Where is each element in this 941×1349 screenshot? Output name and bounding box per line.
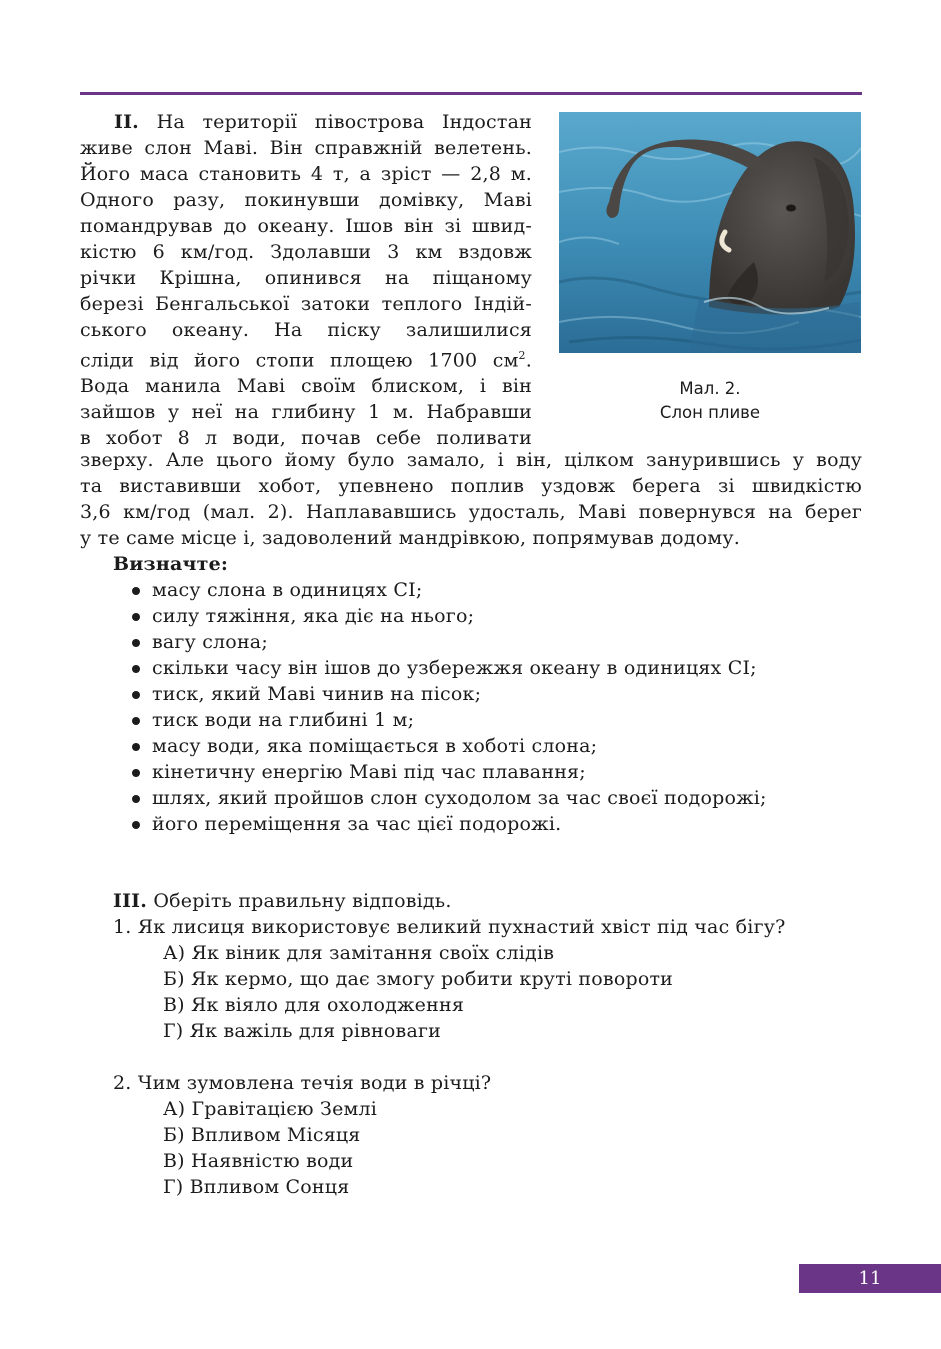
task-item: масу води, яка поміщається в хоботі слона;	[130, 733, 767, 759]
task-item: силу тяжіння, яка діє на нього;	[130, 603, 767, 629]
question-spacer	[113, 1044, 786, 1070]
figure-elephant	[559, 112, 861, 425]
intro-line-11: Вода манила Маві своїм блиском, і він	[80, 375, 532, 398]
section-2-continuation	[80, 447, 862, 551]
area-superscript: 2	[518, 349, 526, 362]
top-divider	[80, 92, 862, 95]
intro-line-5: помандрував до океану. Ішов він зі швид-	[80, 215, 532, 237]
continuation-line-4: у те саме місце і, задоволений мандрівкою, попрямував додому.	[80, 527, 740, 549]
section-2-label: II.	[114, 111, 139, 133]
section-3	[113, 888, 786, 1200]
task-item: його переміщення за час цієї подорожі.	[130, 811, 767, 837]
task-item: масу слона в одиницях СІ;	[130, 577, 767, 603]
intro-line-4: Одного разу, покинувши домівку, Маві	[80, 189, 532, 211]
answer-option: Г) Як важіль для рівноваги	[163, 1020, 442, 1042]
intro-line-1	[80, 109, 532, 135]
answer-option: А) Як віник для замітання своїх слідів	[163, 942, 555, 964]
area-line-text: сліди від його стопи площею 1700 см	[80, 349, 519, 372]
section-3-label: III.	[113, 890, 148, 912]
intro-line-3: Його маса становить 4 т, а зріст — 2,8 м.	[80, 163, 532, 185]
section-2-intro	[80, 109, 532, 451]
intro-line-13: в хобот 8 л води, почав себе поливати	[80, 427, 532, 450]
intro-line-8: березі Бенгальської затоки теплого Індій-	[80, 293, 532, 315]
task-item: шлях, який пройшов слон суходолом за час своєї подорожі;	[130, 785, 767, 811]
task-item: тиск, який Маві чинив на пісок;	[130, 681, 767, 707]
task-item: вагу слона;	[130, 629, 767, 655]
elephant-swimming-photo	[559, 112, 861, 353]
intro-line-6: кістю 6 км/год. Здолавши 3 км вздовж	[80, 241, 532, 263]
intro-line-10	[80, 343, 532, 373]
page-number: 11	[799, 1264, 941, 1293]
answer-option: Б) Впливом Місяця	[163, 1124, 361, 1146]
continuation-line-1: зверху. Але цього йому було замало, і він, цілком занурившись у воду	[80, 449, 862, 471]
area-period: .	[525, 349, 532, 372]
intro-line-9: ського океану. На піску залишилися	[80, 319, 532, 341]
task-item: скільки часу він ішов до узбережжя океану в одиницях СІ;	[130, 655, 767, 681]
caption-text: Слон пливе	[659, 403, 761, 422]
answer-option: Б) Як кермо, що дає змогу робити круті повороти	[163, 968, 674, 990]
continuation-line-2: та виставивши хобот, упевнено поплив уздовж берега зі швидкістю	[80, 475, 862, 497]
answer-option: А) Гравітацією Землі	[163, 1098, 378, 1120]
question-2: 2. Чим зумовлена течія води в річці?	[113, 1072, 492, 1094]
intro-line-7: річки Крішна, опинився на піщаному	[80, 267, 532, 289]
question-1: 1. Як лисиця використовує великий пухнастий хвіст під час бігу?	[113, 916, 786, 938]
section-3-instruction	[113, 888, 786, 914]
task-item: кінетичну енергію Маві під час плавання;	[130, 759, 767, 785]
section-3-instruction-text: Оберіть правильну відповідь.	[153, 890, 452, 912]
answer-option: Г) Впливом Сонця	[163, 1176, 350, 1198]
answer-option: В) Як віяло для охолодження	[163, 994, 465, 1016]
figure-caption	[559, 377, 861, 425]
answer-option: В) Наявністю води	[163, 1150, 354, 1172]
intro-line-12: зайшов у неї на глибину 1 м. Набравши	[80, 401, 532, 424]
intro-line-1-text: На території півострова Індостан	[156, 111, 532, 133]
intro-line-2: живе слон Маві. Він справжній велетень.	[80, 137, 532, 159]
task-heading: Визначте:	[113, 553, 229, 575]
continuation-line-3: 3,6 км/год (мал. 2). Наплававшись удосталь, Маві повернувся на берег	[80, 501, 862, 523]
caption-number: Мал. 2.	[679, 379, 741, 398]
task-item: тиск води на глибині 1 м;	[130, 707, 767, 733]
task-list	[130, 577, 767, 837]
